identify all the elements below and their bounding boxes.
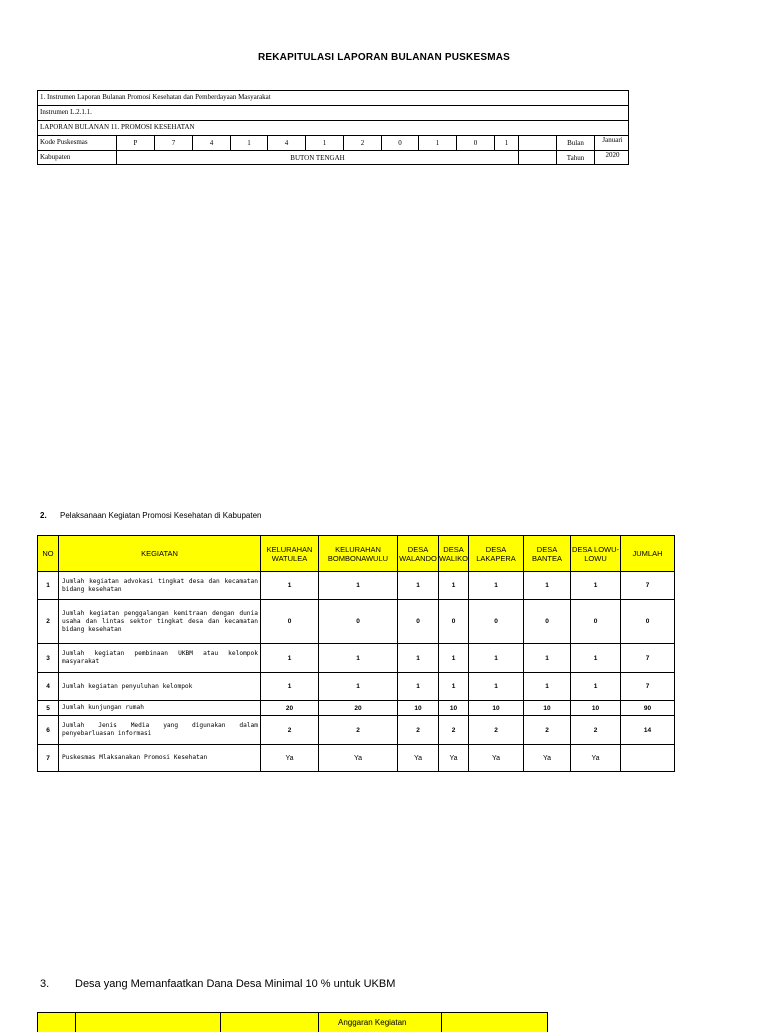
- kegiatan-cell: Jumlah Jenis Media yang digunakan dalam penyebarluasan informasi: [59, 716, 261, 745]
- value-cell: 0: [571, 600, 621, 644]
- value-cell: 10: [524, 701, 571, 716]
- header-row-report: [37, 120, 629, 135]
- column-header: KEGIATAN: [59, 536, 261, 572]
- value-cell: 1: [319, 673, 398, 701]
- anggaran-kegiatan-header: Anggaran Kegiatan: [338, 1018, 407, 1027]
- value-cell: 0: [261, 600, 319, 644]
- row-number: 1: [38, 572, 59, 600]
- instrument-code: Instrumen L.2.1.1.: [40, 108, 92, 116]
- value-cell: 1: [319, 572, 398, 600]
- jumlah-cell: 90: [621, 701, 675, 716]
- value-cell: 0: [524, 600, 571, 644]
- kode-cell: 2: [343, 136, 381, 150]
- value-cell: 0: [319, 600, 398, 644]
- column-header: KELURAHAN WATULEA: [261, 536, 319, 572]
- value-cell: 1: [261, 644, 319, 673]
- value-cell: 10: [571, 701, 621, 716]
- kode-cell: 7: [154, 136, 192, 150]
- value-cell: 1: [261, 673, 319, 701]
- kode-blank-cell: [518, 136, 556, 150]
- column-header: DESA LOWU-LOWU: [571, 536, 621, 572]
- value-cell: 1: [398, 673, 439, 701]
- column-divider: [220, 1013, 221, 1032]
- kegiatan-cell: Jumlah kegiatan penyuluhan kelompok: [59, 673, 261, 701]
- jumlah-cell: 7: [621, 644, 675, 673]
- column-header: DESA LAKAPERA: [469, 536, 524, 572]
- column-divider: [318, 1013, 319, 1032]
- table-row: [38, 716, 675, 745]
- kode-cell: 1: [230, 136, 267, 150]
- value-cell: 1: [469, 673, 524, 701]
- kode-cell: 1: [305, 136, 343, 150]
- header-row-instrument: [37, 90, 629, 105]
- value-cell: 2: [398, 716, 439, 745]
- column-header: NO: [38, 536, 59, 572]
- value-cell: 0: [439, 600, 469, 644]
- value-cell: 1: [398, 644, 439, 673]
- value-cell: Ya: [571, 745, 621, 772]
- value-cell: 20: [261, 701, 319, 716]
- value-cell: 2: [439, 716, 469, 745]
- kode-cell: 0: [456, 136, 494, 150]
- value-cell: 1: [524, 673, 571, 701]
- section-3-heading: [40, 978, 395, 990]
- value-cell: Ya: [524, 745, 571, 772]
- value-cell: 2: [469, 716, 524, 745]
- value-cell: 0: [469, 600, 524, 644]
- row-number: 2: [38, 600, 59, 644]
- value-cell: Ya: [261, 745, 319, 772]
- kegiatan-cell: Jumlah kunjungan rumah: [59, 701, 261, 716]
- column-header: KELURAHAN BOMBONAWULU: [319, 536, 398, 572]
- kabupaten-label: Kabupaten: [40, 153, 71, 161]
- value-cell: 1: [524, 644, 571, 673]
- value-cell: 1: [439, 673, 469, 701]
- report-header-box: [37, 90, 629, 165]
- promosi-kesehatan-table: [37, 535, 675, 772]
- column-header: DESA WALANDO: [398, 536, 439, 572]
- kegiatan-cell: Jumlah kegiatan penggalangan kemitraan dengan dunia usaha dan lintas sektor tingkat desa dan kecamatan bidang kesehatan: [59, 600, 261, 644]
- bulan-label: Bulan: [556, 136, 594, 150]
- kode-puskesmas-label: Kode Puskesmas: [40, 138, 88, 146]
- tahun-label: Tahun: [556, 151, 594, 164]
- jumlah-cell: 0: [621, 600, 675, 644]
- value-cell: 10: [469, 701, 524, 716]
- report-title: REKAPITULASI LAPORAN BULANAN PUSKESMAS: [257, 52, 511, 63]
- value-cell: 1: [524, 572, 571, 600]
- kode-cell: 1: [494, 136, 518, 150]
- column-header: DESA WALIKO: [439, 536, 469, 572]
- value-cell: 1: [439, 572, 469, 600]
- table-row: [38, 673, 675, 701]
- column-divider: [441, 1013, 442, 1032]
- table-row: [38, 745, 675, 772]
- value-cell: 1: [469, 572, 524, 600]
- jumlah-cell: 7: [621, 673, 675, 701]
- value-cell: 2: [524, 716, 571, 745]
- jumlah-cell: 14: [621, 716, 675, 745]
- kegiatan-cell: Puskesmas Mlaksanakan Promosi Kesehatan: [59, 745, 261, 772]
- bulan-value: Januari: [594, 136, 630, 150]
- header-row-kode-puskesmas: [37, 135, 629, 150]
- value-cell: Ya: [469, 745, 524, 772]
- kode-cell: 4: [267, 136, 305, 150]
- header-row-kabupaten: [37, 150, 629, 165]
- tahun-value: 2020: [594, 151, 630, 164]
- table-row: [38, 701, 675, 716]
- row-number: 6: [38, 716, 59, 745]
- value-cell: 20: [319, 701, 398, 716]
- report-name: LAPORAN BULANAN 11. PROMOSI KESEHATAN: [40, 123, 195, 131]
- value-cell: 1: [261, 572, 319, 600]
- value-cell: 1: [469, 644, 524, 673]
- kabupaten-blank-cell: [518, 151, 556, 164]
- section-number: 2.: [40, 511, 47, 520]
- value-cell: Ya: [398, 745, 439, 772]
- section-title: Desa yang Memanfaatkan Dana Desa Minimal 10 % untuk UKBM: [75, 978, 396, 990]
- jumlah-cell: [621, 745, 675, 772]
- row-number: 4: [38, 673, 59, 701]
- column-divider: [75, 1013, 76, 1032]
- kegiatan-cell: Jumlah kegiatan advokasi tingkat desa dan kecamatan bidang kesehatan: [59, 572, 261, 600]
- kode-cell: 0: [381, 136, 418, 150]
- value-cell: 1: [398, 572, 439, 600]
- instrument-description: 1. Instrumen Laporan Bulanan Promosi Kesehatan dan Pemberdayaan Masyarakat: [40, 93, 271, 101]
- kabupaten-value: BUTON TENGAH: [116, 151, 518, 164]
- value-cell: 2: [571, 716, 621, 745]
- value-cell: Ya: [439, 745, 469, 772]
- value-cell: 1: [439, 644, 469, 673]
- section-number: 3.: [40, 978, 50, 990]
- kode-cell: P: [116, 136, 154, 150]
- section-title: Pelaksanaan Kegiatan Promosi Kesehatan di Kabupaten: [60, 511, 262, 520]
- dana-desa-table-header: [37, 1012, 548, 1032]
- value-cell: 0: [398, 600, 439, 644]
- value-cell: 1: [571, 673, 621, 701]
- value-cell: Ya: [319, 745, 398, 772]
- header-row-instrument-code: [37, 105, 629, 120]
- table-header-row: [38, 536, 675, 572]
- kode-cell: 4: [192, 136, 230, 150]
- value-cell: 1: [571, 572, 621, 600]
- column-header: JUMLAH: [621, 536, 675, 572]
- value-cell: 10: [439, 701, 469, 716]
- jumlah-cell: 7: [621, 572, 675, 600]
- section-2-heading: [40, 511, 261, 520]
- table-row: [38, 644, 675, 673]
- column-header: DESA BANTEA: [524, 536, 571, 572]
- value-cell: 2: [261, 716, 319, 745]
- table-row: [38, 600, 675, 644]
- value-cell: 1: [319, 644, 398, 673]
- table-row: [38, 572, 675, 600]
- value-cell: 2: [319, 716, 398, 745]
- row-number: 3: [38, 644, 59, 673]
- kegiatan-cell: Jumlah kegiatan pembinaan UKBM atau kelompok masyarakat: [59, 644, 261, 673]
- kode-cell: 1: [418, 136, 456, 150]
- value-cell: 10: [398, 701, 439, 716]
- row-number: 5: [38, 701, 59, 716]
- value-cell: 1: [571, 644, 621, 673]
- row-number: 7: [38, 745, 59, 772]
